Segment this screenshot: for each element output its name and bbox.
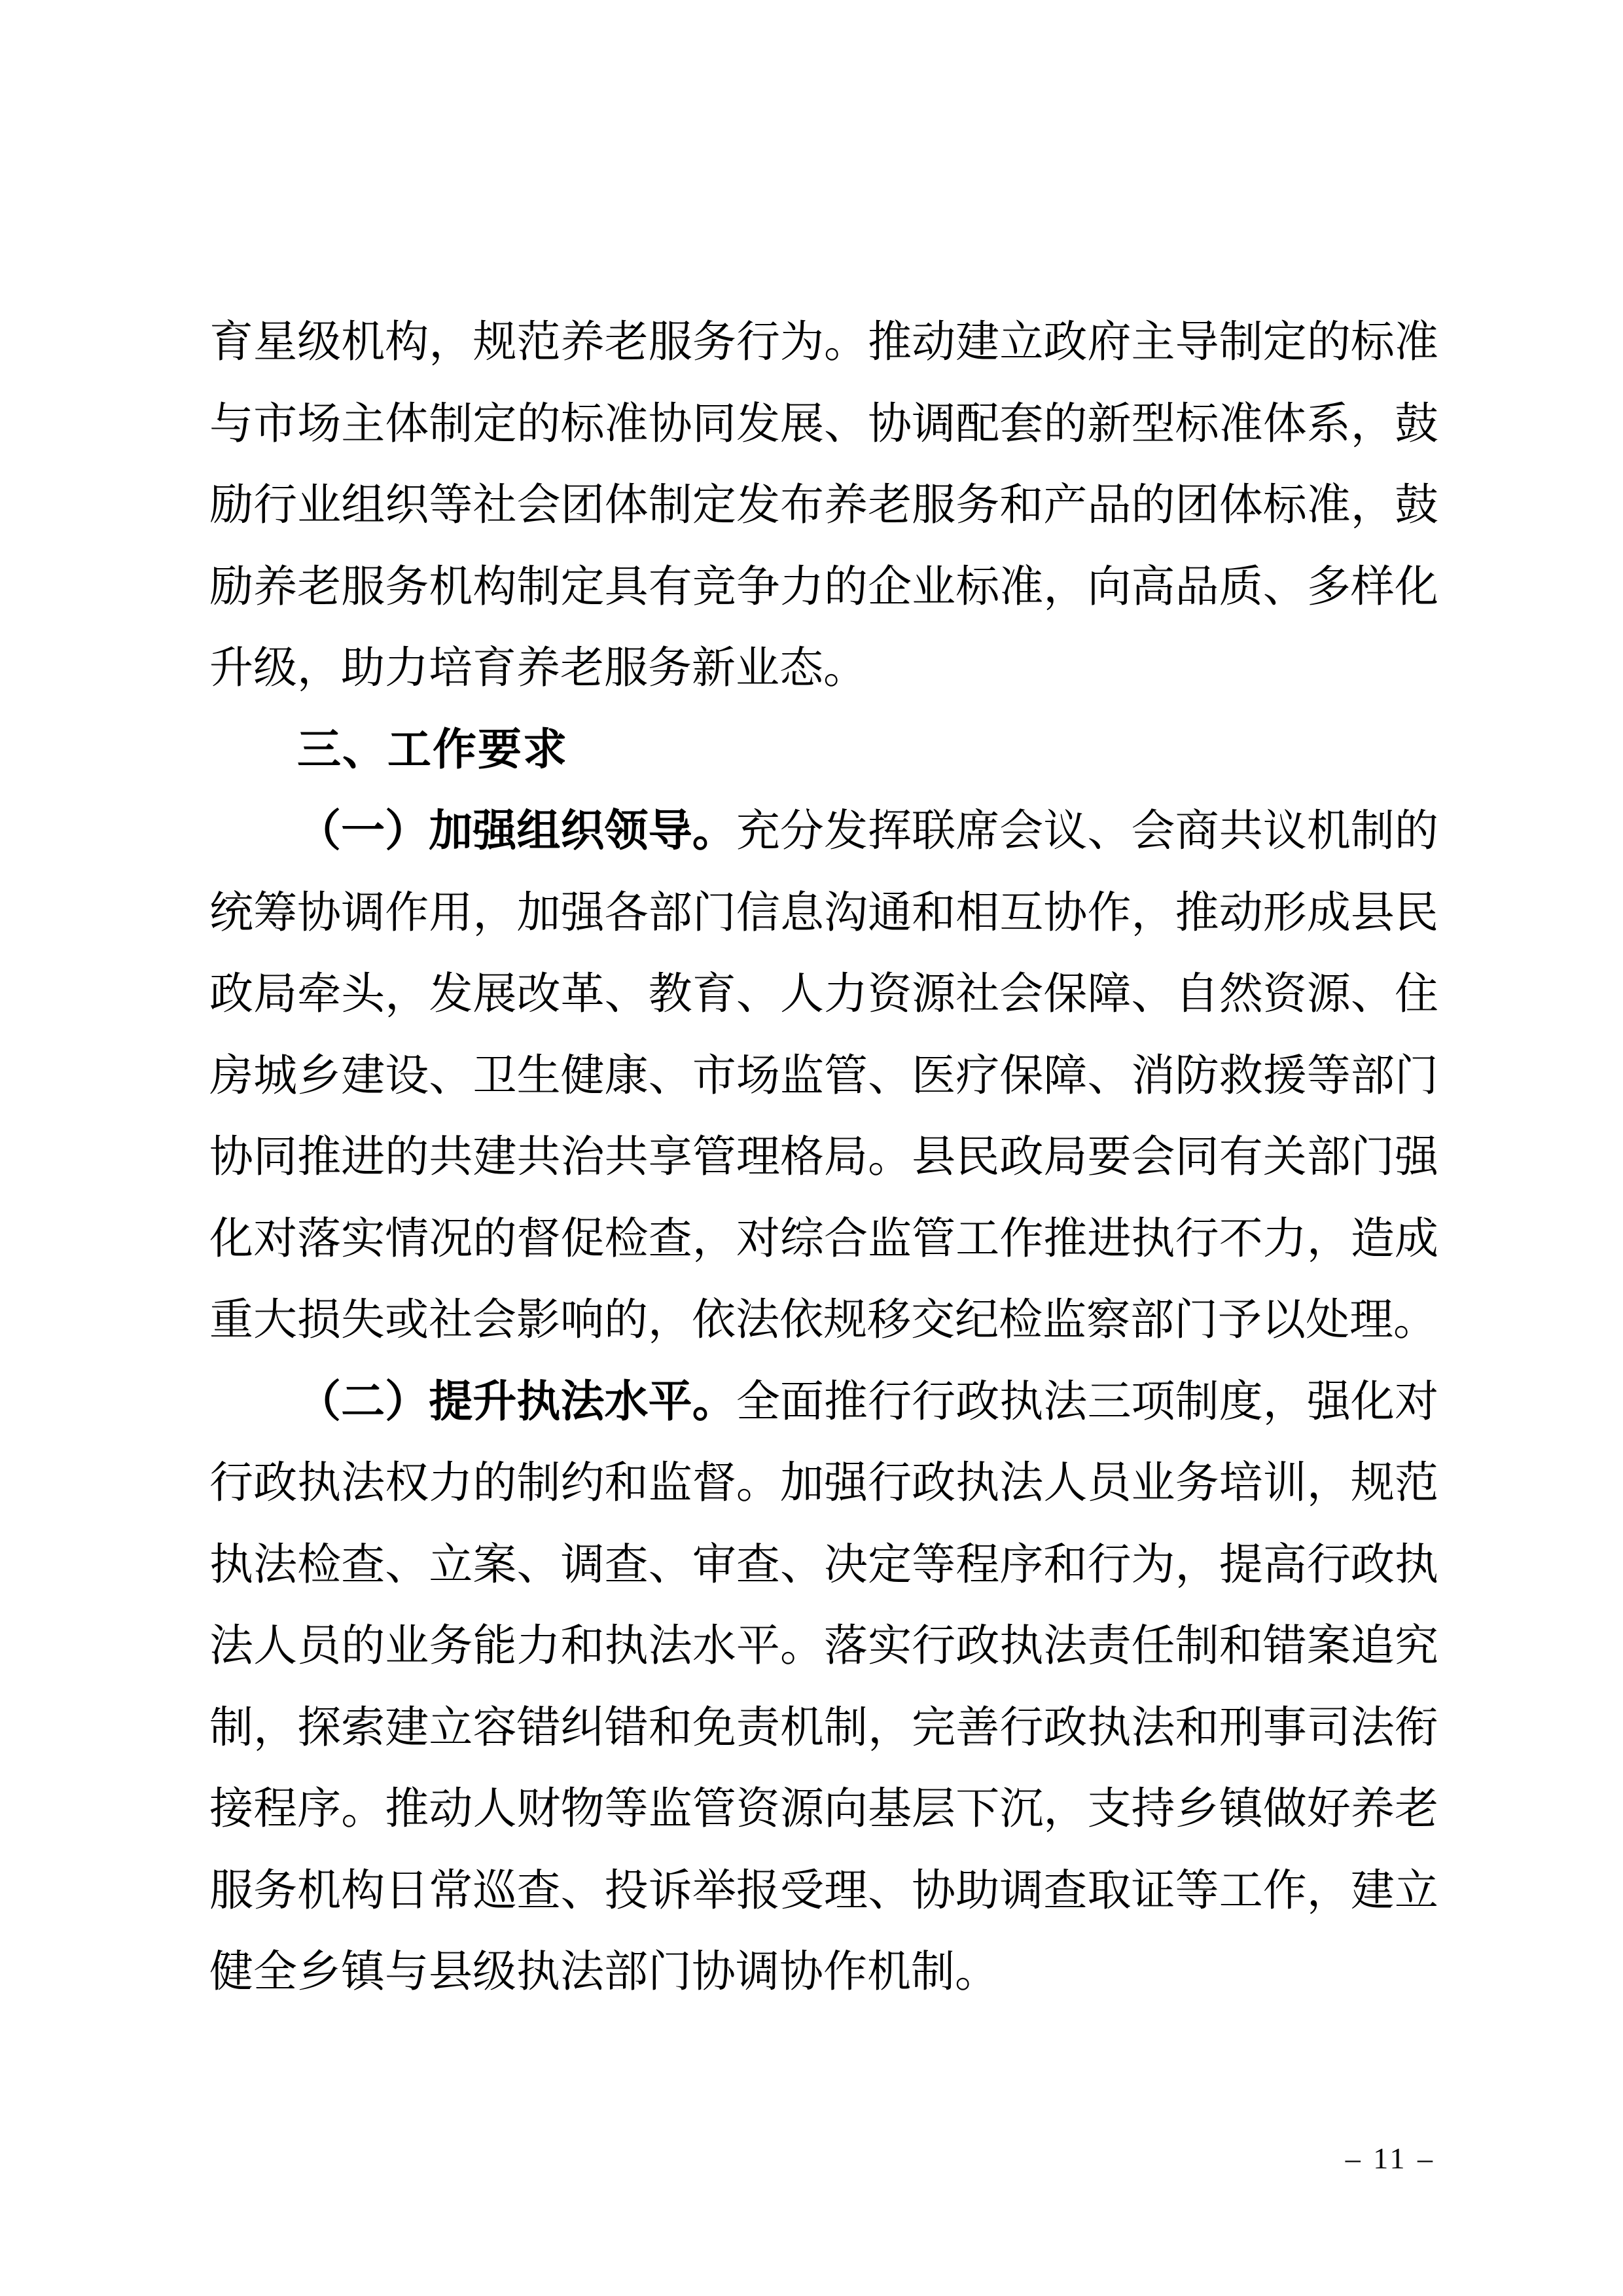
bold-lead-text: 三、工作要求 [297, 725, 568, 774]
document-body [209, 302, 1438, 2013]
paragraph [209, 791, 1438, 1361]
bold-lead-text: （一）加强组织领导。 [297, 806, 736, 855]
paragraph [209, 1361, 1438, 2013]
body-text: 充分发挥联席会议、会商共议机制的统筹协调作用，加强各部门信息沟通和相互协作，推动形成县民政局牵头，发展改革、教育、人力资源社会保障、自然资源、住房城乡建设、卫生健康、市场监管、医疗保障、消防救援等部门协同推进的共建共治共享管理格局。县民政局要会同有关部门强化对落实情况的督促检查，对综合监管工作推进执行不力，造成重大损失或社会影响的，依法依规移交纪检监察部门予以处理。 [209, 807, 1439, 1344]
page-number: – 11 – [1345, 2142, 1435, 2175]
paragraph [209, 302, 1438, 709]
section-heading [209, 709, 1438, 791]
bold-lead-text: （二）提升执法水平。 [297, 1376, 736, 1426]
body-text: 全面推行行政执法三项制度，强化对行政执法权力的制约和监督。加强行政执法人员业务培训，规范执法检查、立案、调查、审查、决定等程序和行为，提高行政执法人员的业务能力和执法水平。落实行政执法责任制和错案追究制，探索建立容错纠错和免责机制，完善行政执法和刑事司法衔接程序。推动人财物等监管资源向基层下沉，支持乡镇做好养老服务机构日常巡查、投诉举报受理、协助调查取证等工作，建立健全乡镇与县级执法部门协调协作机制。 [209, 1377, 1439, 1996]
body-text: 育星级机构，规范养老服务行为。推动建立政府主导制定的标准与市场主体制定的标准协同发展、协调配套的新型标准体系，鼓励行业组织等社会团体制定发布养老服务和产品的团体标准，鼓励养老服务机构制定具有竞争力的企业标准，向高品质、多样化升级，助力培育养老服务新业态。 [209, 318, 1438, 692]
